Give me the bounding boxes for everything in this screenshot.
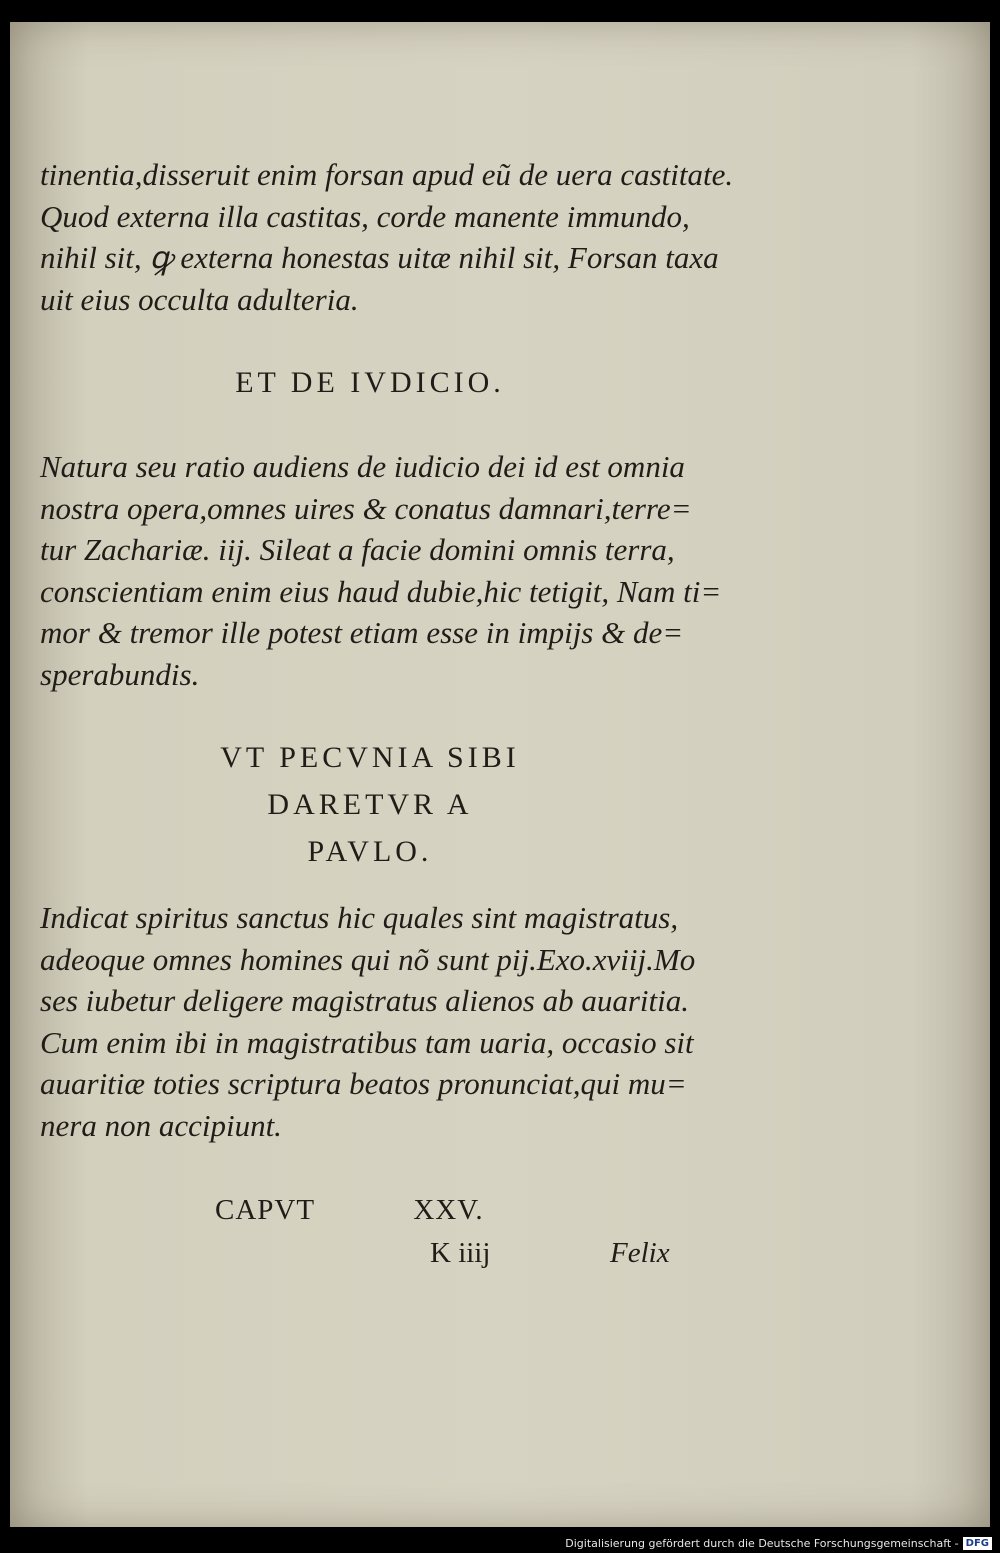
- text-line: tinentia,disseruit enim forsan apud eũ de uera castitate.: [40, 157, 734, 192]
- footer-credit: [565, 1537, 992, 1550]
- heading-line: VT PECVNIA SIBI: [220, 741, 520, 774]
- text-line: uit eius occulta adulteria.: [40, 281, 359, 317]
- text-line: adeoque omnes homines qui nõ sunt pij.Exo.xviij.Mo: [40, 941, 696, 977]
- footer-text: Digitalisierung gefördert durch die Deutsche Forschungsgemeinschaft -: [565, 1537, 959, 1550]
- heading-pecunia: [10, 734, 730, 875]
- signature-mark: K iiij: [430, 1237, 491, 1269]
- text-line: sperabundis.: [40, 656, 200, 692]
- dfg-logo: DFG: [963, 1537, 992, 1550]
- text-line: Cum enim ibi in magistratibus tam uaria, occasio sit: [40, 1024, 694, 1060]
- text-line: Natura seu ratio audiens de iudicio dei id est omnia: [40, 449, 685, 484]
- text-line: nihil sit, ꝙ externa honestas uitæ nihil sit, Forsan taxa: [40, 240, 719, 275]
- heading-line: ET DE IVDICIO.: [235, 366, 505, 399]
- text-line: ses iubetur deligere magistratus alienos ab auaritia.: [40, 983, 689, 1018]
- heading-de-iudicio: [10, 359, 730, 406]
- book-page: [10, 22, 990, 1527]
- chapter-heading: [215, 1194, 484, 1227]
- paragraph-2: [40, 446, 722, 695]
- caput-number: XXV.: [413, 1194, 484, 1226]
- heading-line: DARETVR A: [267, 788, 473, 821]
- paragraph-3: [40, 897, 700, 1146]
- paragraph-1: [40, 154, 734, 320]
- text-line: nera non accipiunt.: [40, 1107, 282, 1143]
- heading-line: PAVLO.: [307, 835, 433, 868]
- text-line: nostra opera,omnes uires & conatus damnari,terre=: [40, 490, 692, 526]
- text-line: mor & tremor ille potest etiam esse in impijs & de=: [40, 615, 684, 650]
- text-line: Indicat spiritus sanctus hic quales sint magistratus,: [40, 900, 679, 935]
- text-line: tur Zachariæ. iij. Sileat a facie domini omnis terra,: [40, 532, 675, 567]
- text-line: auaritiæ toties scriptura beatos pronunciat,qui mu=: [40, 1066, 687, 1101]
- catchword: Felix: [610, 1237, 670, 1269]
- text-line: Quod externa illa castitas, corde manente immundo,: [40, 198, 690, 234]
- text-line: conscientiam enim eius haud dubie,hic tetigit, Nam ti=: [40, 573, 722, 609]
- caput-word: CAPVT: [215, 1194, 316, 1226]
